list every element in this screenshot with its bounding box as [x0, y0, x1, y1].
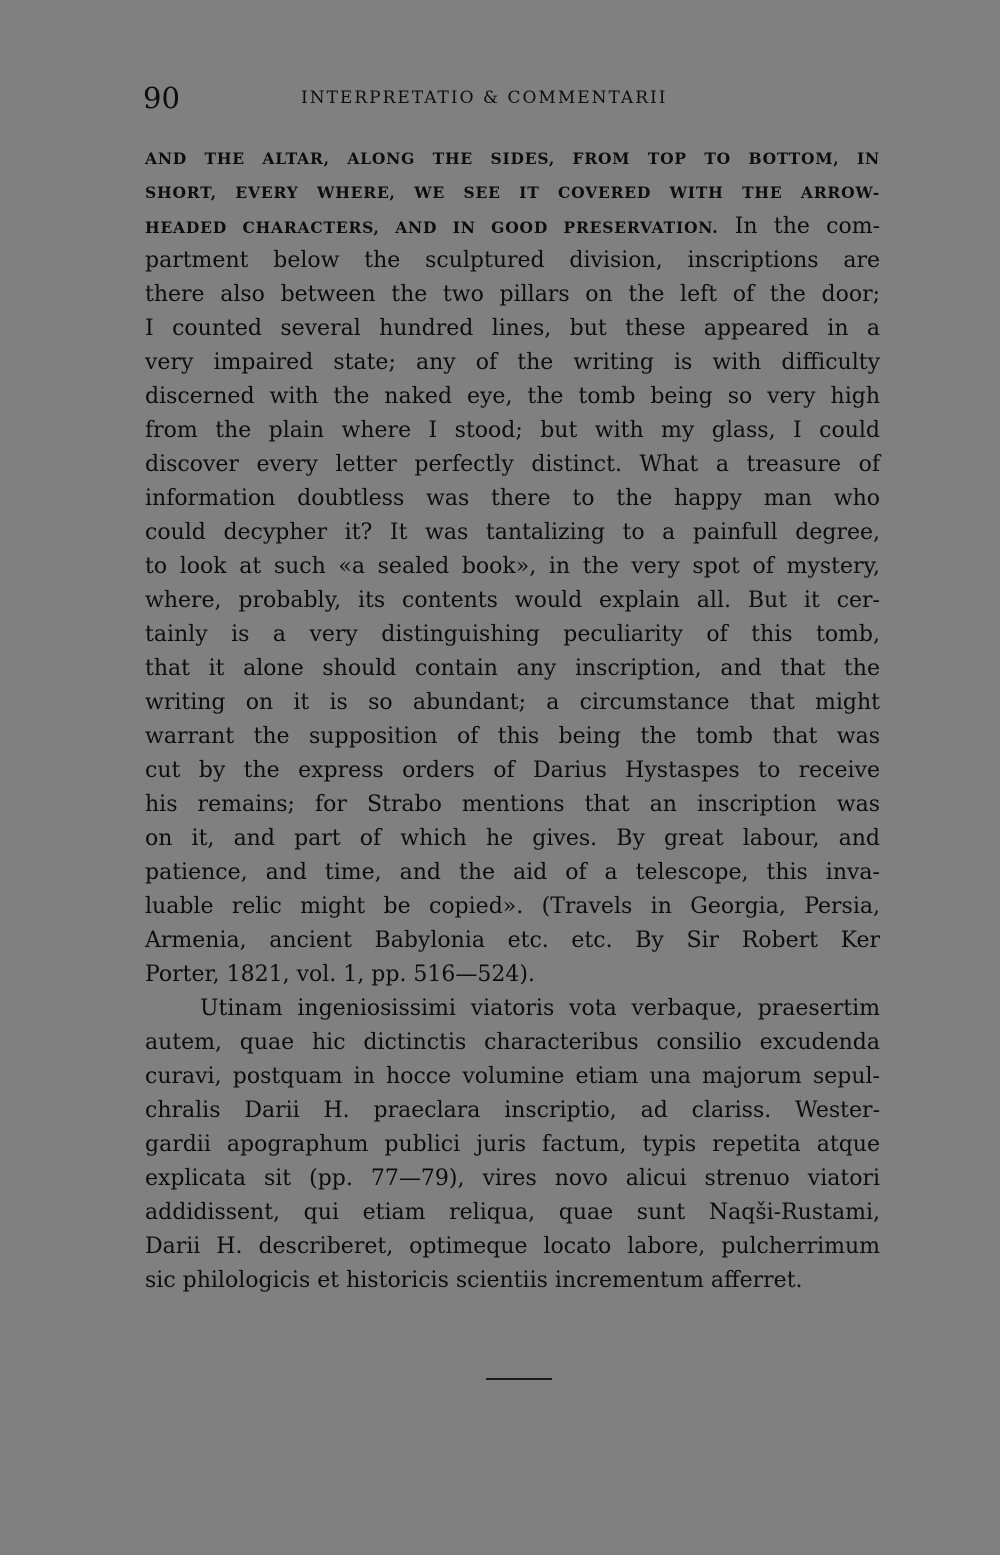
text-line: I counted several hundred lines, but these appeared in a — [145, 316, 880, 341]
text-line: discover every letter perfectly distinct. What a treasure of — [145, 452, 880, 477]
text-line: AND THE ALTAR, ALONG THE SIDES, FROM TOP TO BOTTOM, IN — [145, 149, 880, 168]
text-line: that it alone should contain any inscription, and that the — [145, 656, 880, 681]
text-line: discerned with the naked eye, the tomb being so very high — [145, 384, 880, 409]
text-caps-segment: HEADED CHARACTERS, AND IN GOOD PRESERVATION. — [145, 218, 719, 237]
text-line: chralis Darii H. praeclara inscriptio, ad clariss. Wester- — [145, 1098, 880, 1123]
text-segment: In the com- — [718, 214, 880, 239]
running-head: INTERPRETATIO & COMMENTARII — [301, 88, 668, 108]
text-line: Utinam ingeniosissimi viatoris vota verbaque, praesertim — [200, 996, 880, 1021]
text-line: writing on it is so abundant; a circumstance that might — [145, 690, 880, 715]
page-header — [143, 80, 880, 120]
body-text — [145, 142, 880, 1298]
text-line: partment below the sculptured division, inscriptions are — [145, 248, 880, 273]
section-rule — [486, 1378, 552, 1380]
text-line — [145, 210, 880, 244]
text-line: patience, and time, and the aid of a telescope, this inva- — [145, 860, 880, 885]
text-line: to look at such «a sealed book», in the very spot of mystery, — [145, 554, 880, 579]
page-number: 90 — [143, 81, 180, 115]
text-line: luable relic might be copied». (Travels in Georgia, Persia, — [145, 894, 880, 919]
text-line: gardii apographum publici juris factum, typis repetita atque — [145, 1132, 880, 1157]
text-line: could decypher it? It was tantalizing to a painfull degree, — [145, 520, 880, 545]
text-line: addidissent, qui etiam reliqua, quae sunt Naqši-Rustami, — [145, 1200, 880, 1225]
text-line: Darii H. describeret, optimeque locato labore, pulcherrimum — [145, 1234, 880, 1259]
text-line: there also between the two pillars on the left of the door; — [145, 282, 880, 307]
text-line: tainly is a very distinguishing peculiarity of this tomb, — [145, 622, 880, 647]
text-line: explicata sit (pp. 77—79), vires novo alicui strenuo viatori — [145, 1166, 880, 1191]
text-line: SHORT, EVERY WHERE, WE SEE IT COVERED WITH THE ARROW- — [145, 183, 880, 202]
text-line: sic philologicis et historicis scientiis incrementum afferret. — [145, 1268, 803, 1293]
text-line: his remains; for Strabo mentions that an inscription was — [145, 792, 880, 817]
text-line: autem, quae hic dictinctis characteribus consilio excudenda — [145, 1030, 880, 1055]
text-line: Porter, 1821, vol. 1, pp. 516—524). — [145, 962, 535, 987]
text-line: on it, and part of which he gives. By great labour, and — [145, 826, 880, 851]
text-line: from the plain where I stood; but with my glass, I could — [145, 418, 880, 443]
text-line: where, probably, its contents would explain all. But it cer- — [145, 588, 880, 613]
text-line: very impaired state; any of the writing is with difficulty — [145, 350, 880, 375]
text-line: Armenia, ancient Babylonia etc. etc. By Sir Robert Ker — [145, 928, 880, 953]
text-line: cut by the express orders of Darius Hystaspes to receive — [145, 758, 880, 783]
text-line: curavi, postquam in hocce volumine etiam una majorum sepul- — [145, 1064, 880, 1089]
text-line: warrant the supposition of this being the tomb that was — [145, 724, 880, 749]
text-line: information doubtless was there to the happy man who — [145, 486, 880, 511]
